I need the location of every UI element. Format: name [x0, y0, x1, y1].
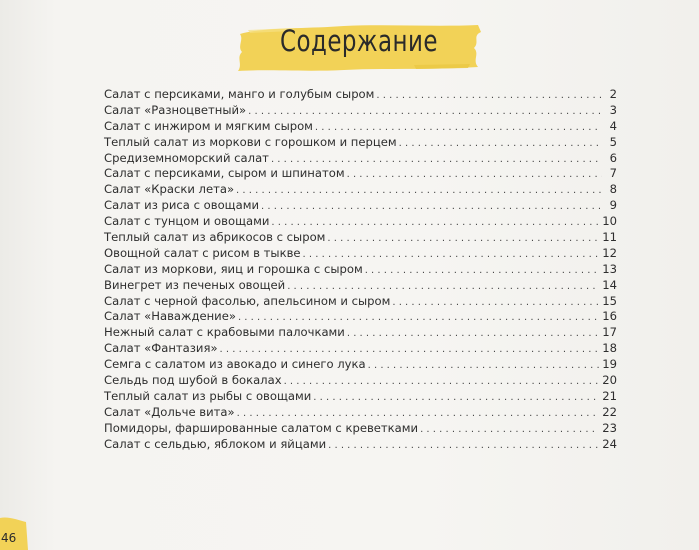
toc-entry-page: 7: [609, 166, 617, 181]
dot-leader: [327, 231, 599, 247]
dot-leader: [271, 152, 602, 168]
toc-entry: [104, 262, 617, 278]
toc-entry: [104, 389, 617, 405]
toc-entry: [104, 119, 617, 135]
toc-entry: [104, 341, 617, 357]
toc-entry-title: Салат с персиками, манго и голубым сыром: [104, 87, 375, 101]
toc-entry: [104, 214, 617, 230]
dot-leader: [237, 406, 600, 422]
toc-entry-title: Теплый салат из абрикосов с сыром: [104, 230, 326, 245]
toc-entry-title: Салат «Дольче вита»: [104, 404, 235, 419]
toc-entry-title: Сельдь под шубой в бокалах: [104, 373, 282, 388]
toc-entry-title: Салат «Наваждение»: [104, 309, 236, 324]
table-of-contents: [104, 87, 617, 452]
toc-entry-page: 14: [602, 277, 617, 292]
page-number: 46: [1, 531, 17, 545]
dot-leader: [248, 104, 602, 120]
dot-leader: [313, 390, 599, 406]
toc-entry-page: 18: [602, 341, 617, 356]
toc-entry-title: Нежный салат с крабовыми палочками: [104, 325, 345, 340]
dot-leader: [315, 120, 602, 136]
toc-entry: [104, 135, 617, 151]
toc-entry-title: Теплый салат из рыбы с овощами: [104, 388, 312, 403]
toc-entry: [104, 421, 617, 437]
toc-entry: [104, 198, 617, 214]
toc-entry: [104, 325, 617, 341]
toc-entry: [104, 246, 617, 262]
toc-entry: [104, 309, 617, 325]
toc-entry-page: 13: [602, 261, 617, 276]
toc-entry-title: Салат с тунцом и овощами: [104, 214, 270, 229]
dot-leader: [399, 136, 602, 152]
dot-leader: [365, 263, 600, 279]
toc-entry-page: 17: [602, 325, 617, 340]
toc-entry-page: 20: [602, 373, 617, 388]
toc-entry-title: Салат «Разноцветный»: [104, 102, 247, 117]
toc-entry-title: Салат с черной фасолью, апельсином и сыром: [104, 293, 391, 308]
toc-entry-title: Средиземноморский салат: [104, 150, 269, 165]
toc-entry-title: Винегрет из печеных овощей: [104, 277, 286, 292]
toc-entry: [104, 166, 617, 182]
toc-entry-title: Салат из моркови, яиц и горошка с сыром: [104, 261, 363, 276]
toc-entry-page: 6: [609, 150, 617, 165]
dot-leader: [287, 279, 599, 295]
toc-entry-title: Салат из риса с овощами: [104, 198, 259, 213]
toc-entry: [104, 230, 617, 246]
toc-entry-page: 16: [602, 309, 617, 324]
toc-entry-page: 5: [609, 134, 617, 149]
toc-entry-page: 21: [602, 388, 617, 403]
toc-entry: [104, 437, 617, 453]
toc-entry-page: 3: [609, 102, 617, 117]
toc-entry-page: 9: [609, 198, 617, 213]
toc-entry-page: 11: [602, 230, 617, 245]
dot-leader: [284, 374, 600, 390]
toc-entry-title: Семга с салатом из авокадо и синего лука: [104, 357, 366, 372]
toc-entry-title: Салат «Фантазия»: [104, 341, 218, 356]
toc-entry: [104, 373, 617, 389]
dot-leader: [376, 88, 602, 104]
toc-entry: [104, 405, 617, 421]
dot-leader: [328, 438, 599, 454]
toc-entry-page: 15: [602, 293, 617, 308]
toc-entry-title: Салат с сельдью, яблоком и яйцами: [104, 436, 327, 451]
toc-entry-title: Салат «Краски лета»: [104, 182, 235, 197]
toc-entry: [104, 103, 617, 119]
dot-leader: [303, 247, 600, 263]
dot-leader: [238, 310, 599, 326]
toc-entry: [104, 357, 617, 373]
dot-leader: [236, 183, 602, 199]
toc-entry-title: Теплый салат из моркови с горошком и перцем: [104, 134, 397, 149]
toc-entry-title: Помидоры, фаршированные салатом с креветками: [104, 420, 419, 435]
toc-entry: [104, 182, 617, 198]
toc-entry-page: 23: [602, 420, 617, 435]
dot-leader: [347, 167, 602, 183]
toc-entry-title: Овощной салат с рисом в тыкве: [104, 245, 301, 260]
toc-entry-page: 8: [609, 182, 617, 197]
dot-leader: [261, 199, 602, 215]
toc-entry: [104, 294, 617, 310]
toc-entry-page: 4: [609, 118, 617, 133]
toc-entry-page: 12: [602, 245, 617, 260]
toc-entry-page: 24: [602, 436, 617, 451]
dot-leader: [392, 295, 599, 311]
page-title: Содержание: [280, 24, 438, 58]
toc-entry: [104, 87, 617, 103]
toc-entry: [104, 151, 617, 167]
toc-entry-title: Салат с персиками, сыром и шпинатом: [104, 166, 345, 181]
toc-entry-page: 2: [609, 87, 617, 101]
dot-leader: [368, 358, 600, 374]
dot-leader: [220, 342, 600, 358]
toc-entry-title: Салат с инжиром и мягким сыром: [104, 118, 313, 133]
toc-entry: [104, 278, 617, 294]
dot-leader: [271, 215, 599, 231]
dot-leader: [420, 422, 599, 438]
toc-entry-page: 10: [602, 214, 617, 229]
dot-leader: [347, 326, 599, 342]
toc-entry-page: 19: [602, 357, 617, 372]
toc-entry-page: 22: [602, 404, 617, 419]
